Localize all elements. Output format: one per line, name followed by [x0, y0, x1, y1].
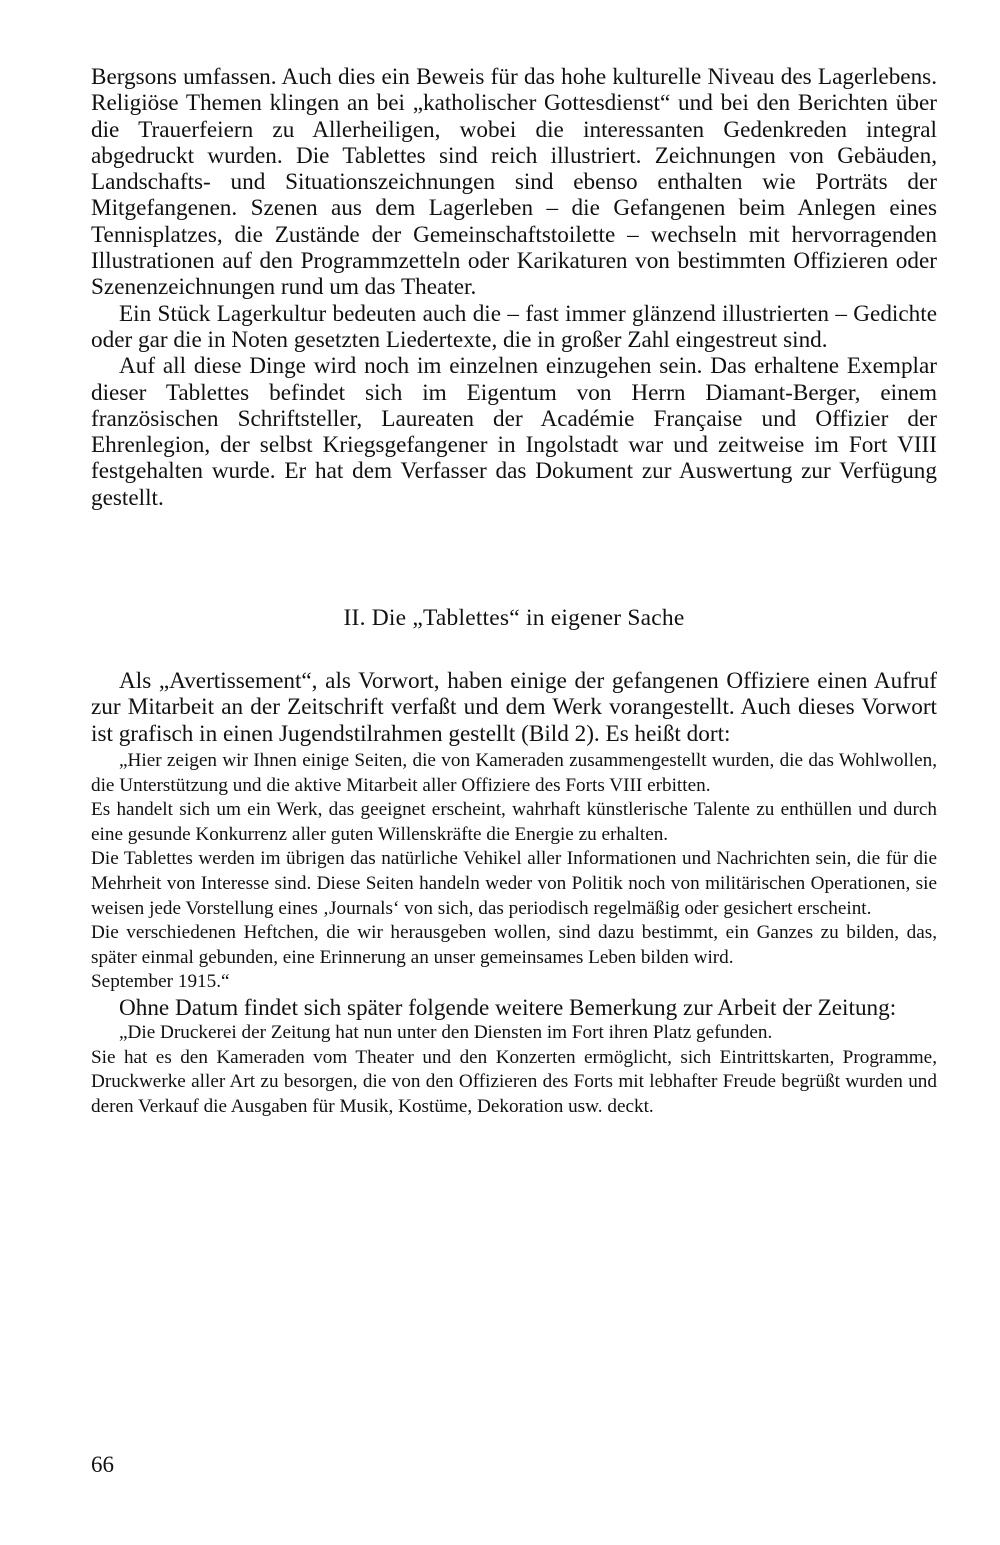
quote-druckerei: [91, 1021, 937, 1119]
quote-paragraph: Die verschiedenen Heftchen, die wir herausgeben wollen, sind dazu bestimmt, ein Ganzes zu bilden, das, später einmal gebunden, eine Erinnerung an unser gemeinsames Leben bilden wird.: [91, 922, 937, 968]
intro-paragraph: Ein Stück Lagerkultur bedeuten auch die – fast immer glänzend illustrierten – Gedichte oder gar die in Noten gesetzten Liedertexte, die in großer Zahl eingestreut sind.: [91, 300, 937, 353]
section-heading: II. Die „Tablettes“ in eigener Sache: [343, 605, 685, 632]
quote-date: September 1915.“: [91, 971, 230, 993]
quote-paragraph: Es handelt sich um ein Werk, das geeignet erscheint, wahrhaft künstlerische Talente zu enthüllen und durch eine gesunde Konkurrenz aller guten Willenskräfte die Energie zu erhalten.: [91, 799, 937, 845]
intro-paragraph: Bergsons umfassen. Auch dies ein Beweis für das hohe kulturelle Niveau des Lagerlebens. Religiöse Themen klingen an bei „katholischer Gottesdienst“ und bei den Berichten über die Trauerfeiern zu Allerheiligen, wobei die interessanten Gedenkreden integral abgedruckt wurden. Die Tablettes sind reich illustriert. Zeichnungen von Gebäuden, Landschafts- und Situationszeichnungen sind ebenso enthalten wie Porträts der Mitgefangenen. Szenen aus dem Lagerleben – die Gefangenen beim Anlegen eines Tennisplatzes, die Zustände der Gemeinschaftstoilette – wechseln mit hervorragenden Illustrationen auf den Programmzetteln oder Karikaturen von bestimmten Offizieren oder Szenenzeichnungen rund um das Theater.: [91, 64, 937, 301]
section-intro-block: [91, 668, 937, 747]
transition-paragraph: Ohne Datum findet sich später folgende weitere Bemerkung zur Arbeit der Zeitung:: [119, 994, 897, 1021]
quote-paragraph: „Die Druckerei der Zeitung hat nun unter den Diensten im Fort ihren Platz gefunden.: [119, 1022, 773, 1044]
quote-paragraph: Sie hat es den Kameraden vom Theater und den Konzerten ermöglicht, sich Eintrittskarten, Programme, Druckwerke aller Art zu besorgen, die von den Offizieren des Forts mit lebhafter Freude begrüßt wurden und deren Verkauf die Ausgaben für Musik, Kostüme, Dekoration usw. deckt.: [91, 1046, 937, 1117]
transition-block: [91, 995, 937, 1021]
quote-avertissement: [91, 749, 937, 995]
book-page: [91, 64, 937, 1120]
intro-paragraph: Auf all diese Dinge wird noch im einzelnen einzugehen sein. Das erhaltene Exemplar dieser Tablettes befindet sich im Eigentum von Herrn Diamant-Berger, einem französischen Schriftsteller, Laureaten der Académie Française und Offizier der Ehrenlegion, der selbst Kriegsgefangener in Ingolstadt war und zeitweise im Fort VIII festgehalten wurde. Er hat dem Verfasser das Dokument zur Auswertung zur Verfügung gestellt.: [91, 353, 937, 511]
quote-paragraph: Die Tablettes werden im übrigen das natürliche Vehikel aller Informationen und Nachrichten sein, die für die Mehrheit von Interesse sind. Diese Seiten handeln weder von Politik noch von militärischen Operationen, sie weisen jede Vorstellung eines ‚Journals‘ von sich, das periodisch regelmäßig oder gesichert erscheint.: [91, 848, 937, 919]
intro-text: [91, 64, 937, 511]
section-intro: Als „Avertissement“, als Vorwort, haben einige der gefangenen Offiziere einen Aufruf zur Mitarbeit an der Zeitschrift verfaßt und dem Werk vorangestellt. Auch dieses Vorwort ist grafisch in einen Jugendstilrahmen gestellt (Bild 2). Es heißt dort:: [91, 668, 937, 747]
quote-paragraph: „Hier zeigen wir Ihnen einige Seiten, die von Kameraden zusammengestellt wurden, die das Wohlwollen, die Unterstützung und die aktive Mitarbeit aller Offiziere des Forts VIII erbitten.: [91, 749, 937, 796]
page-number: 66: [91, 1452, 114, 1477]
